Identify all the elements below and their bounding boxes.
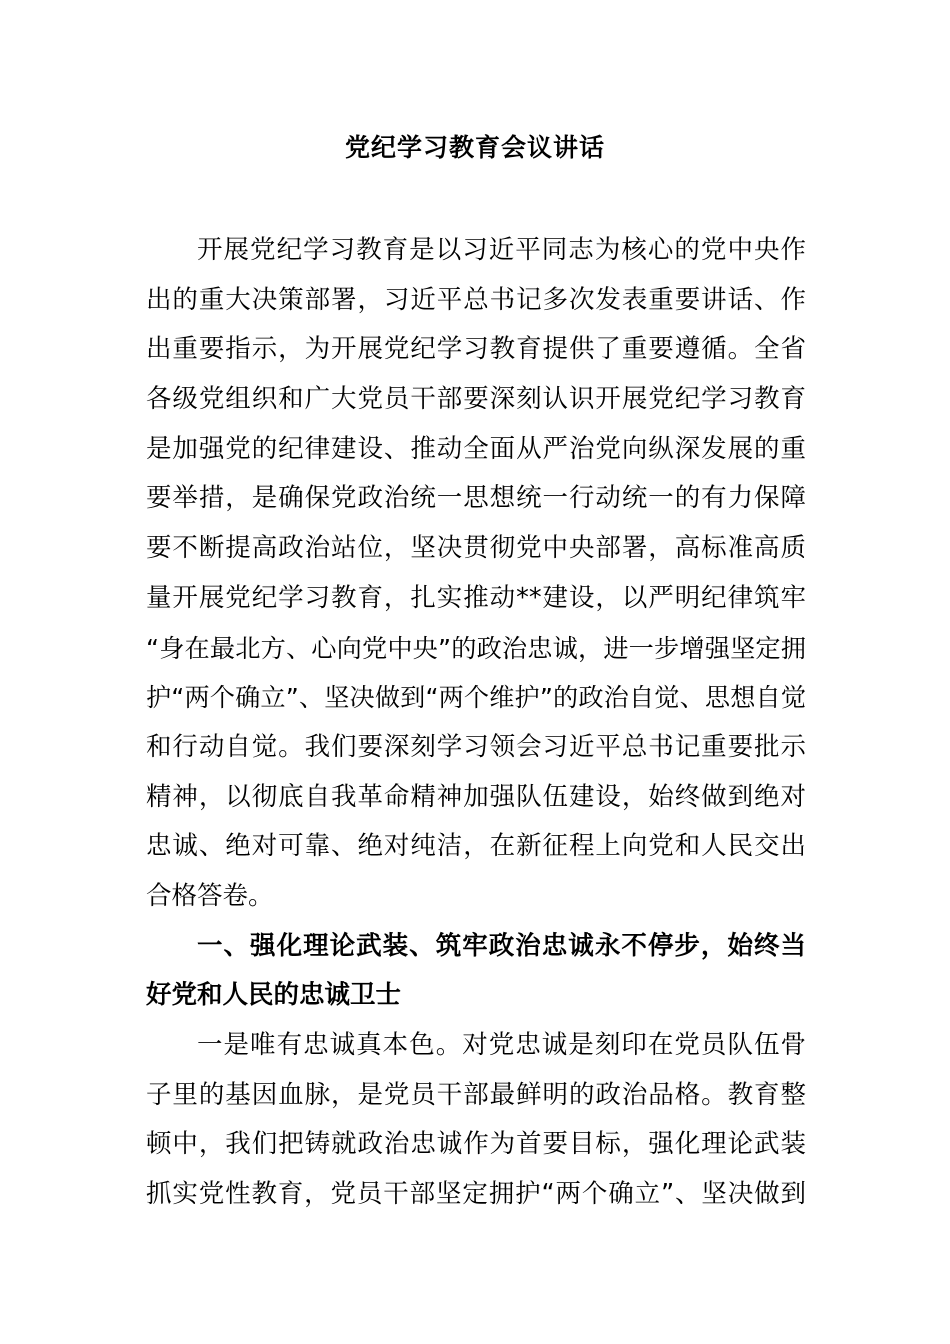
body-text-line: “身在最北方、心向党中央”的政治忠诚，进一步增强坚定拥: [146, 633, 806, 663]
body-text-line: 要举措，是确保党政治统一思想统一行动统一的有力保障: [146, 483, 806, 514]
body-text-line: 合格答卷。: [146, 880, 274, 911]
body-text-line: 顿中，我们把铸就政治忠诚作为首要目标，强化理论武装: [146, 1129, 806, 1160]
document-title: 党纪学习教育会议讲话: [344, 133, 605, 162]
body-text-line: 各级党组织和广大党员干部要深刻认识开展党纪学习教育: [146, 384, 806, 415]
body-text-line: 出重要指示，为开展党纪学习教育提供了重要遵循。全省: [146, 334, 806, 365]
body-text-line: 开展党纪学习教育是以习近平同志为核心的党中央作: [197, 235, 806, 265]
body-text-line: 护“两个确立”、坚决做到“两个维护”的政治自觉、思想自觉: [146, 683, 806, 713]
body-text-line: 子里的基因血脉，是党员干部最鲜明的政治品格。教育整: [146, 1079, 806, 1110]
body-text-line: 出的重大决策部署，习近平总书记多次发表重要讲话、作: [146, 284, 806, 315]
body-text-line: 要不断提高政治站位，坚决贯彻党中央部署，高标准高质: [146, 533, 806, 564]
body-text-line: 量开展党纪学习教育，扎实推动**建设，以严明纪律筑牢: [146, 582, 806, 613]
body-text-line: 和行动自觉。我们要深刻学习领会习近平总书记重要批示: [146, 731, 806, 762]
document-body: [146, 226, 806, 1220]
section-heading-line: 好党和人民的忠诚卫士: [146, 980, 402, 1011]
body-text-line: 抓实党性教育，党员干部坚定拥护“两个确立”、坚决做到: [146, 1179, 806, 1210]
section-heading-line: 一、强化理论武装、筑牢政治忠诚永不停步，始终当: [197, 930, 806, 961]
body-text-line: 忠诚、绝对可靠、绝对纯洁，在新征程上向党和人民交出: [146, 831, 806, 862]
body-text-line: 一是唯有忠诚真本色。对党忠诚是刻印在党员队伍骨: [197, 1030, 806, 1060]
body-text-line: 精神，以彻底自我革命精神加强队伍建设，始终做到绝对: [146, 781, 806, 812]
body-text-line: 是加强党的纪律建设、推动全面从严治党向纵深发展的重: [146, 433, 806, 464]
